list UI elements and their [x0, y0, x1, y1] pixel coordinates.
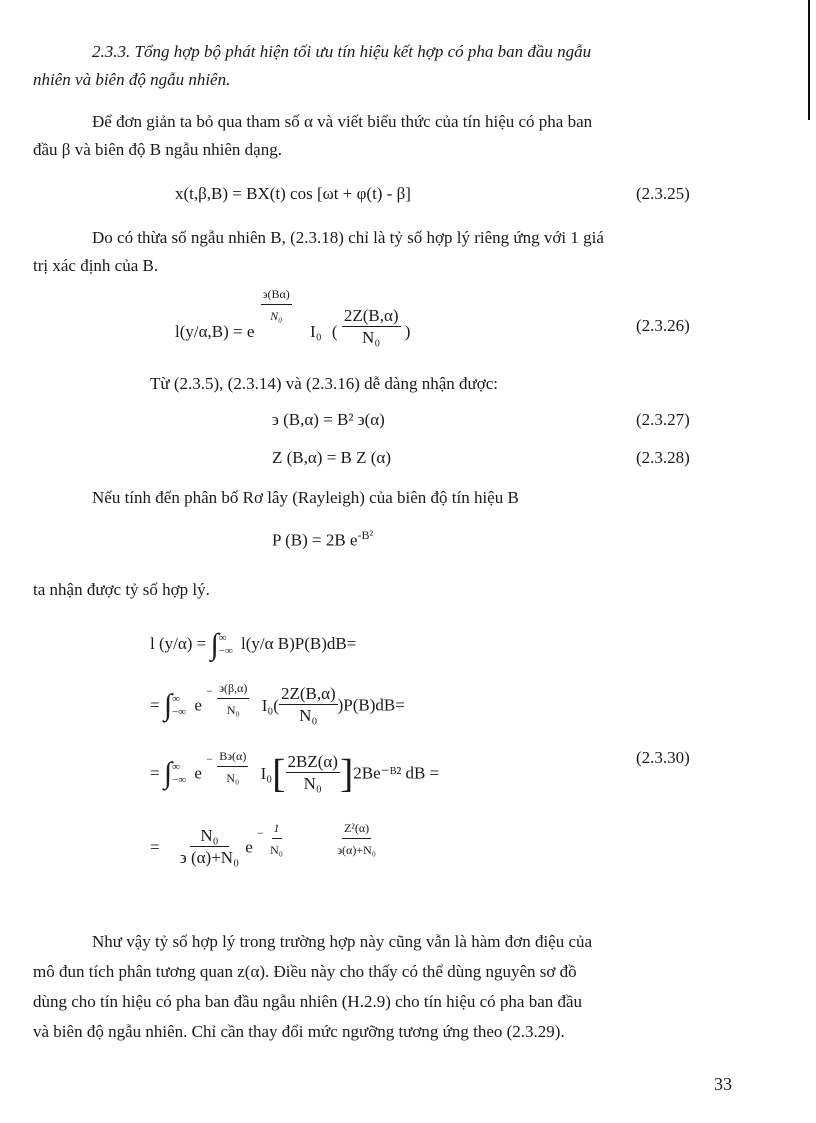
eq-2330-l2-frac-den: N₀ — [299, 706, 318, 725]
eq-2330-l4-exp-a-den: N₀ — [270, 843, 283, 857]
eq-2326-exp-den: N₀ — [270, 309, 283, 323]
paragraph-3: Từ (2.3.5), (2.3.14) và (2.3.16) dễ dàng nhận được: — [150, 374, 498, 393]
page-edge-rule — [808, 0, 810, 120]
equation-2-3-25: x(t,β,B) = BX(t) cos [ωt + φ(t) - β] — [175, 184, 411, 203]
paragraph-6-line4: và biên độ ngẫu nhiên. Chỉ cần thay đổi mức ngưỡng tương ứng theo (2.3.29). — [33, 1022, 565, 1041]
eq-2330-upper-limit-3: ∞ — [172, 760, 180, 773]
eq-2330-l4-exp-b-den: ϶(α)+N₀ — [337, 843, 376, 857]
eq-2330-l4-e: e — [245, 837, 253, 857]
equation-label-2-3-27: (2.3.27) — [636, 410, 690, 429]
eq-2330-l3-frac-den: N₀ — [303, 774, 322, 793]
eq-2330-line3: = ∫ ∞ −∞ e − $\frac{B϶(\alpha)}{\text{N₀}}$ I₀[ $\frac{2BZ(\alpha)}{\text{N₀}}$ ]2Be⁻ᴮ² dB = — [150, 752, 439, 795]
eq-2330-line4: = $\frac{\text{N₀}}{\text{϶ (α)+N₀}}$ e − $\frac{1}{\text{N₀}}$ $\frac{\text{Z²(α)}}{\text{϶(α)+N₀}}$ — [150, 826, 378, 869]
paragraph-6-line1: Như vậy tỷ số hợp lý trong trường hợp này cũng vẫn là hàm đơn điệu của — [92, 932, 593, 951]
equation-label-2-3-25: (2.3.25) — [636, 184, 690, 203]
paragraph-2-line1: Do có thừa số ngẫu nhiên B, (2.3.18) chỉ là tỷ số hợp lý riêng ứng với 1 giá — [92, 228, 604, 247]
equation-2-3-28: Z (B,α) = B Z (α) — [272, 448, 391, 467]
eq-2330-upper-limit-1: ∞ — [218, 632, 227, 644]
equation-2-3-26: l(y/α,B) = e $\frac{϶(B\alpha)}{\text{N₀}}$ I₀ ( $\frac{2Z(B,\alpha)}{\text{N₀}}$ ) — [175, 284, 410, 349]
paragraph-1-line2: đầu β và biên độ B ngẫu nhiên dạng. — [33, 140, 282, 159]
eq-2330-l4-exp-a — [268, 818, 285, 861]
eq-2330-lower-limit-2: −∞ — [172, 705, 187, 718]
eq-2330-l2-i0: I₀( — [261, 695, 279, 715]
section-heading-line1: 2.3.3. Tổng hợp bộ phát hiện tối ưu tín hiệu kết hợp có pha ban đầu ngẫu — [92, 42, 592, 61]
eq-2326-frac-den: N₀ — [362, 328, 381, 347]
equation-label-2-3-28: (2.3.28) — [636, 448, 690, 467]
eq-2330-l3-frac-num: 2BZ(α) — [287, 752, 338, 771]
eq-2330-l4-exp-b — [335, 818, 378, 861]
eq-2330-l2-exp-num: ϶(β,α) — [217, 678, 249, 699]
eq-2326-lhs: l(y/α,B) = e — [175, 321, 255, 341]
eq-2330-lhs: l (y/α) = — [150, 633, 207, 653]
equation-2-3-27: ϶ (B,α) = B² ϶(α) — [272, 410, 385, 429]
eq-2326-exponent — [261, 284, 292, 327]
eq-2330-line1: l (y/α) = ∫ ∞ −∞ l(y/α B)P(B)dB= — [150, 628, 357, 661]
eq-2330-l3-rest: 2Be⁻ᴮ² dB = — [353, 763, 440, 783]
eq-2330-l4-num: N₀ — [190, 826, 228, 847]
eq-2330-lower-limit-3: −∞ — [172, 773, 187, 786]
eq-2330-l4-den: ϶ (α)+N₀ — [179, 848, 239, 867]
eq-2330-line2: = ∫ ∞ −∞ e − $\frac{϶(\beta,\alpha)}{\text{N₀}}$ I₀( $\frac{2Z(B,\alpha)}{\text{N₀}}$ )P(B)dB= — [150, 684, 405, 727]
eq-2330-l4-fraction — [178, 826, 241, 869]
eq-2330-l3-i0: I₀ — [260, 763, 273, 783]
equation-label-2-3-30: (2.3.30) — [636, 748, 690, 767]
equation-label-2-3-26: (2.3.26) — [636, 316, 690, 335]
eq-2330-l3-exp-den: N₀ — [226, 771, 240, 785]
eq-2330-upper-limit-2: ∞ — [172, 692, 180, 705]
eq-2330-l4-exp-b-num: Z²(α) — [342, 818, 371, 839]
eq-2326-exp-num: ϶(Bα) — [261, 284, 292, 305]
paragraph-2-line2: trị xác định của B. — [33, 256, 159, 275]
eq-2330-l3-exp-num: B϶(α) — [217, 746, 248, 767]
eq-2326-frac-num: 2Z(B,α) — [343, 306, 399, 325]
eq-2330-line2-exponent — [217, 678, 249, 721]
page-number: 33 — [714, 1074, 732, 1094]
equation-rayleigh — [272, 528, 373, 551]
paragraph-4: Nếu tính đến phân bố Rơ lây (Rayleigh) của biên độ tín hiệu B — [92, 488, 519, 507]
section-heading-line2: nhiên và biên độ ngẫu nhiên. — [33, 70, 231, 89]
paragraph-6-line2: mô đun tích phân tương quan z(α). Điều này cho thấy có thể dùng nguyên sơ đồ — [33, 962, 577, 981]
eq-2330-l2-rest: )P(B)dB= — [337, 695, 405, 715]
eq-2330-line3-exponent — [217, 746, 248, 789]
eq-2330-line1-rest: l(y/α B)P(B)dB= — [241, 633, 357, 653]
rayleigh-base: P (B) = 2B e — [272, 530, 358, 550]
eq-2330-l2-frac-num: 2Z(B,α) — [280, 684, 336, 703]
eq-2330-l2-exp-den: N₀ — [226, 703, 240, 717]
paragraph-6-line3: dùng cho tín hiệu có pha ban đầu ngẫu nhiên (H.2.9) cho tín hiệu có pha ban đầu — [33, 992, 583, 1011]
eq-2330-l4-exp-a-num: 1 — [272, 818, 282, 839]
eq-2330-l2-fraction — [279, 684, 338, 727]
eq-2330-lower-limit-1: −∞ — [218, 645, 233, 657]
paragraph-5: ta nhận được tỷ số hợp lý. — [33, 580, 210, 599]
eq-2326-fraction — [342, 306, 401, 349]
eq-2330-l3-fraction — [286, 752, 340, 795]
rayleigh-exponent: -B² — [357, 528, 374, 542]
paragraph-1-line1: Để đơn giản ta bỏ qua tham số α và viết biểu thức của tín hiệu có pha ban — [92, 112, 593, 131]
eq-2326-i0: I₀ — [310, 321, 322, 341]
